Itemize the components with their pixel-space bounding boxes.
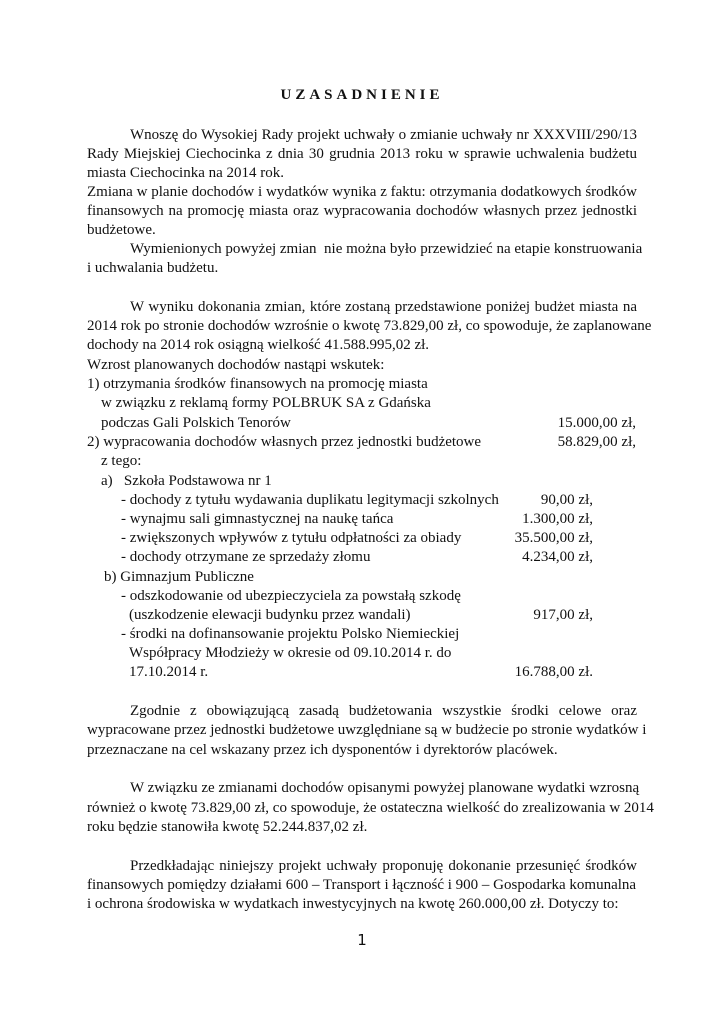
paragraph-line: Zgodnie z obowiązującą zasadą budżetowania wszystkie środki celowe oraz (130, 703, 637, 719)
paragraph-line: również o kwotę 73.829,00 zł, co spowoduje, że ostateczna wielkość do zrealizowania w 2014 (87, 800, 654, 816)
amount: 917,00 zł, (533, 607, 593, 623)
list-item: w związku z reklamą formy POLBRUK SA z Gdańska (101, 395, 431, 411)
list-subitem: - odszkodowanie od ubezpieczyciela za powstałą szkodę (121, 588, 461, 604)
amount: 58.829,00 zł, (557, 434, 636, 450)
list-subitem: - zwiększonych wpływów z tytułu odpłatności za obiady (121, 530, 462, 546)
list-intro: Wzrost planowanych dochodów nastąpi wskutek: (87, 357, 385, 373)
amount: 15.000,00 zł, (557, 415, 636, 431)
list-item: podczas Gali Polskich Tenorów (101, 415, 291, 431)
paragraph-line: Wnoszę do Wysokiej Rady projekt uchwały o zmianie uchwały nr XXXVIII/290/13 (130, 127, 637, 143)
school-heading: b) Gimnazjum Publiczne (104, 569, 254, 585)
page-number: 1 (357, 931, 367, 949)
list-subitem: (uszkodzenie elewacji budynku przez wandali) (129, 607, 411, 623)
list-subitem: - środki na dofinansowanie projektu Polsko Niemieckiej (121, 626, 460, 642)
paragraph-line: W wyniku dokonania zmian, które zostaną przedstawione poniżej budżet miasta na (130, 299, 637, 315)
list-subitem: - dochody otrzymane ze sprzedaży złomu (121, 549, 371, 565)
paragraph-line: Przedkładając niniejszy projekt uchwały proponuję dokonanie przesunięć środków (130, 858, 637, 874)
document-title: UZASADNIENIE (280, 87, 444, 103)
amount: 35.500,00 zł, (514, 530, 593, 546)
list-subitem: - dochody z tytułu wydawania duplikatu legitymacji szkolnych (121, 492, 499, 508)
amount: 90,00 zł, (540, 492, 593, 508)
paragraph-line: finansowych pomiędzy działami 600 – Transport i łączność i 900 – Gospodarka komunalna (87, 877, 637, 893)
paragraph-line: W związku ze zmianami dochodów opisanymi powyżej planowane wydatki wzrosną (130, 780, 640, 796)
amount: 16.788,00 zł. (514, 664, 593, 680)
school-heading: a) Szkoła Podstawowa nr 1 (101, 473, 272, 489)
paragraph-line: roku będzie stanowiła kwotę 52.244.837,02 zł. (87, 819, 368, 835)
paragraph-line: i uchwalania budżetu. (87, 260, 219, 276)
list-item: 2) wypracowania dochodów własnych przez jednostki budżetowe (87, 434, 482, 450)
list-item: 1) otrzymania środków finansowych na promocję miasta (87, 376, 428, 392)
paragraph-line: Wymienionych powyżej zmian nie można było przewidzieć na etapie konstruowania (130, 241, 643, 257)
paragraph-line: przeznaczane na cel wskazany przez ich dysponentów i dyrektorów placówek. (87, 742, 558, 758)
paragraph-line: finansowych na promocję miasta oraz wypracowania dochodów własnych przez jednostki (87, 203, 637, 219)
list-subitem: Współpracy Młodzieży w okresie od 09.10.2014 r. do (129, 645, 452, 661)
amount: 4.234,00 zł, (522, 549, 593, 565)
list-subitem: - wynajmu sali gimnastycznej na naukę tańca (121, 511, 394, 527)
paragraph-line: Rady Miejskiej Ciechocinka z dnia 30 grudnia 2013 roku w sprawie uchwalenia budżetu (87, 146, 637, 162)
list-subitem: 17.10.2014 r. (129, 664, 209, 680)
paragraph-line: wypracowane przez jednostki budżetowe uwzględniane są w budżecie po stronie wydatków i (87, 722, 647, 738)
paragraph-line: i ochrona środowiska w wydatkach inwestycyjnych na kwotę 260.000,00 zł. Dotyczy to: (87, 896, 619, 912)
paragraph-line: budżetowe. (87, 222, 156, 238)
paragraph-line: miasta Ciechocinka na 2014 rok. (87, 165, 285, 181)
paragraph-line: Zmiana w planie dochodów i wydatków wynika z faktu: otrzymania dodatkowych środków (87, 184, 637, 200)
paragraph-line: dochody na 2014 rok osiągną wielkość 41.588.995,02 zł. (87, 337, 430, 353)
amount: 1.300,00 zł, (522, 511, 593, 527)
paragraph-line: 2014 rok po stronie dochodów wzrośnie o kwotę 73.829,00 zł, co spowoduje, że zaplanowane (87, 318, 652, 334)
list-subheading: z tego: (101, 453, 142, 469)
